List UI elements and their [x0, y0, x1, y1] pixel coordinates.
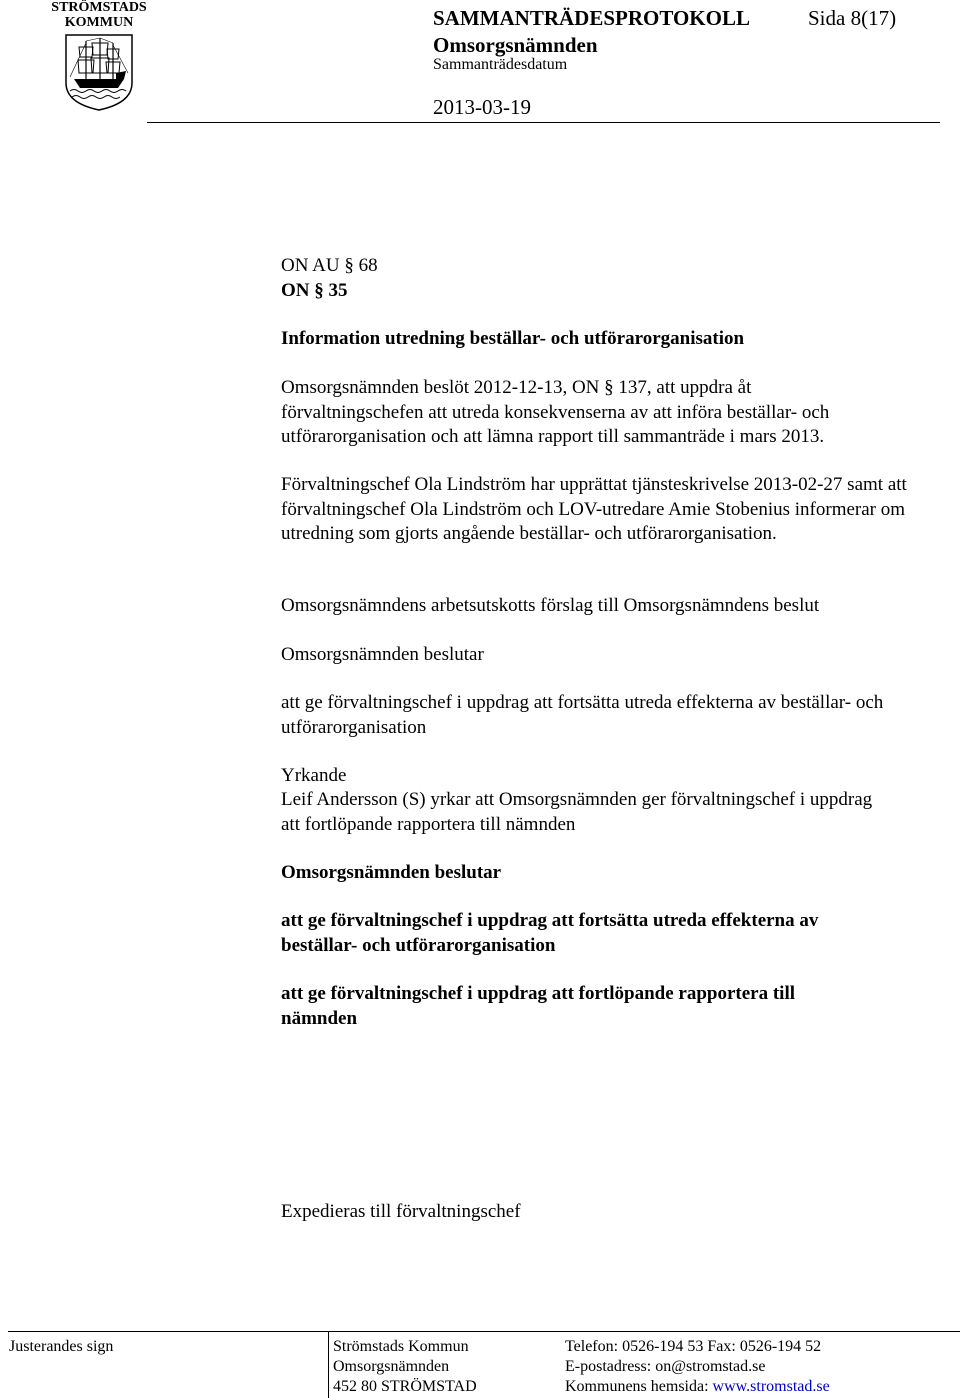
footer-org-name: Strömstads Kommun	[333, 1338, 469, 1355]
municipality-name	[47, 0, 151, 30]
paragraph-background: Omsorgsnämnden beslöt 2012-12-13, ON § 137, att uppdra åt förvaltningschefen att utreda konsekvenserna av att införa beställar- och utförarorganisation och att lämna rapport till sammanträde i mars 2013.	[281, 377, 830, 447]
footer-email: E-postadress: on@stromstad.se	[565, 1358, 766, 1375]
decision-heading: Omsorgsnämnden beslutar	[281, 862, 502, 883]
proposal-item: att ge förvaltningschef i uppdrag att fortsätta utreda effekterna av beställar- och utförarorganisation	[281, 692, 884, 738]
proposal-heading: Omsorgsnämndens arbetsutskotts förslag till Omsorgsnämndens beslut	[281, 595, 820, 616]
motion-heading: Yrkande	[281, 765, 347, 786]
signature-box-divider	[328, 1331, 329, 1398]
footer-postal-address: 452 80 STRÖMSTAD	[333, 1378, 477, 1395]
signature-label: Justerandes sign	[9, 1338, 114, 1355]
footer-website-label: Kommunens hemsida:	[565, 1378, 709, 1395]
section-ref-au: ON AU § 68	[281, 255, 378, 276]
page-number: Sida 8(17)	[808, 6, 897, 30]
meeting-date: 2013-03-19	[433, 95, 531, 119]
municipality-name-line1: STRÖMSTADS	[51, 0, 147, 15]
footer-org-unit: Omsorgsnämnden	[333, 1358, 450, 1375]
section-heading: Information utredning beställar- och utförarorganisation	[281, 328, 745, 349]
document-title: SAMMANTRÄDESPROTOKOLL	[433, 6, 750, 30]
footer-divider	[8, 1331, 960, 1332]
footer-phone-fax: Telefon: 0526-194 53 Fax: 0526-194 52	[565, 1338, 822, 1355]
proposal-decides: Omsorgsnämnden beslutar	[281, 644, 484, 665]
header-divider	[147, 122, 940, 123]
municipality-name-line2: KOMMUN	[64, 15, 134, 30]
decision-item-2: att ge förvaltningschef i uppdrag att fortlöpande rapportera till nämnden	[281, 983, 796, 1029]
meeting-date-label: Sammanträdesdatum	[433, 56, 568, 73]
footer-website-link[interactable]: www.stromstad.se	[712, 1378, 830, 1395]
section-ref-on: ON § 35	[281, 280, 348, 301]
footer-website	[565, 1377, 830, 1397]
motion-text: Leif Andersson (S) yrkar att Omsorgsnämnden ger förvaltningschef i uppdrag att fortlöpande rapportera till nämnden	[281, 789, 873, 835]
ship-coat-of-arms-icon	[64, 33, 134, 111]
paragraph-report: Förvaltningschef Ola Lindström har upprättat tjänsteskrivelse 2013-02-27 samt att förvaltningschef Ola Lindström och LOV-utredare Amie Stobenius informerar om utredning som gjorts angående beställar- och utförarorganisation.	[281, 474, 907, 544]
dispatch-note: Expedieras till förvaltningschef	[281, 1201, 521, 1222]
decision-item-1: att ge förvaltningschef i uppdrag att fortsätta utreda effekterna av beställar- och utförarorganisation	[281, 910, 819, 956]
committee-name: Omsorgsnämnden	[433, 33, 598, 57]
